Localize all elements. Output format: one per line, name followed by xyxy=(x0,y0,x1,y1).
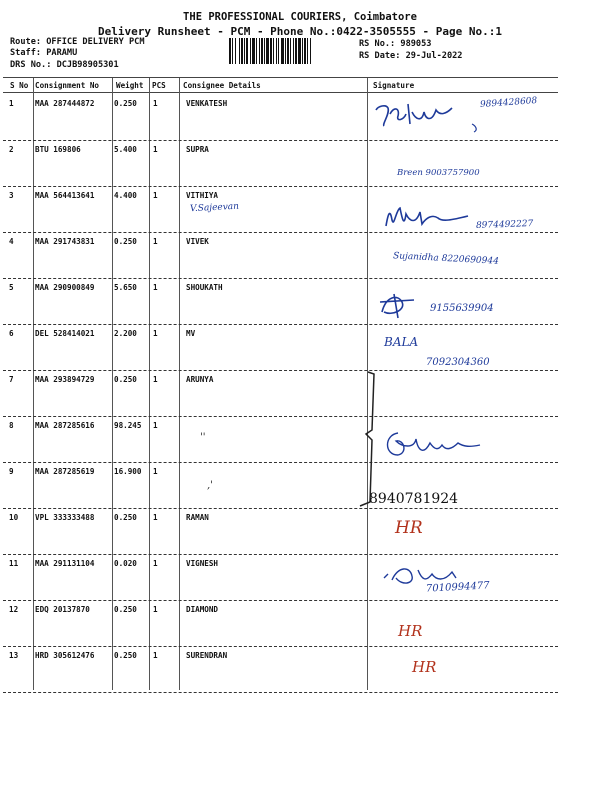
cell-sno: 5 xyxy=(9,283,14,292)
col-divider xyxy=(112,78,113,690)
cell-weight: 16.900 xyxy=(114,467,142,476)
barcode-image xyxy=(229,38,355,64)
row-separator xyxy=(3,370,558,371)
col-header-consignment: Consignment No xyxy=(35,81,100,90)
handwritten-phone: 8974492227 xyxy=(475,219,534,231)
row-separator xyxy=(3,554,558,555)
cell-consignment: MAA 287444872 xyxy=(35,99,95,108)
cell-weight: 0.250 xyxy=(114,651,137,660)
cell-consignee: RAMAN xyxy=(186,513,209,522)
cell-consignment: MAA 290900849 xyxy=(35,283,95,292)
cell-pcs: 1 xyxy=(153,329,158,338)
cell-sno: 8 xyxy=(9,421,14,430)
cell-consignee: VITHIYA xyxy=(186,191,219,200)
col-header-weight: Weight xyxy=(116,81,144,90)
handwritten-initials: HR xyxy=(412,658,437,676)
cell-consignee: ARUNYA xyxy=(186,375,214,384)
handwritten-phone: 8940781924 xyxy=(369,491,459,507)
row-separator xyxy=(3,646,558,647)
cell-sno: 7 xyxy=(9,375,14,384)
col-header-sno: S No xyxy=(10,81,29,90)
cell-sno: 10 xyxy=(9,513,19,522)
handwritten-phone: 7092304360 xyxy=(426,357,490,368)
cell-weight: 2.200 xyxy=(114,329,137,338)
cell-consignee: MV xyxy=(186,329,196,338)
row-separator xyxy=(3,600,558,601)
handwritten-initials: HR xyxy=(398,622,423,640)
col-header-consignee: Consignee Details xyxy=(183,81,261,90)
cell-sno: 9 xyxy=(9,467,14,476)
row-separator xyxy=(3,508,558,509)
signature-scribble xyxy=(382,200,472,234)
row-separator xyxy=(3,140,558,141)
cell-consignment: DEL 528414021 xyxy=(35,329,95,338)
ditto-mark: '' xyxy=(200,432,206,443)
drs-number: DRS No.: DCJB98905301 xyxy=(10,60,119,70)
row-separator xyxy=(3,324,558,325)
handwritten-phone: 7010994477 xyxy=(425,580,490,595)
cell-weight: 5.650 xyxy=(114,283,137,292)
ditto-mark: ,' xyxy=(207,480,213,491)
cell-consignee: VIVEK xyxy=(186,237,209,246)
table-top-border xyxy=(3,77,558,78)
cell-consignee: VENKATESH xyxy=(186,99,228,108)
handwritten-name: V.Sajeevan xyxy=(189,201,240,215)
cell-weight: 4.400 xyxy=(114,191,137,200)
cell-pcs: 1 xyxy=(153,651,158,660)
cell-consignment: EDQ 20137870 xyxy=(35,605,90,614)
row-separator xyxy=(3,278,558,279)
handwritten-name-phone: Sujanidha 8220690944 xyxy=(392,251,500,267)
cell-weight: 0.020 xyxy=(114,559,137,568)
col-header-signature: Signature xyxy=(373,81,415,90)
handwritten-name-phone: Breen 9003757900 xyxy=(397,168,480,178)
row-separator xyxy=(3,416,558,417)
rs-date: RS Date: 29-Jul-2022 xyxy=(359,51,463,61)
col-divider xyxy=(33,78,34,690)
col-divider xyxy=(149,78,150,690)
cell-pcs: 1 xyxy=(153,467,158,476)
cell-sno: 13 xyxy=(9,651,19,660)
bracket-mark xyxy=(350,370,380,510)
cell-consignee: SHOUKATH xyxy=(186,283,223,292)
signature-scribble xyxy=(376,292,426,320)
table-header-border xyxy=(3,92,558,93)
cell-consignment: MAA 564413641 xyxy=(35,191,95,200)
cell-weight: 0.250 xyxy=(114,375,137,384)
cell-consignment: MAA 291743831 xyxy=(35,237,95,246)
col-header-pcs: PCS xyxy=(152,81,166,90)
cell-consignee: SURENDRAN xyxy=(186,651,228,660)
cell-pcs: 1 xyxy=(153,605,158,614)
cell-consignment: MAA 287285616 xyxy=(35,421,95,430)
handwritten-phone: 9155639904 xyxy=(430,303,494,314)
cell-pcs: 1 xyxy=(153,283,158,292)
rs-number: RS No.: 989053 xyxy=(359,39,432,49)
cell-pcs: 1 xyxy=(153,191,158,200)
cell-sno: 3 xyxy=(9,191,14,200)
cell-pcs: 1 xyxy=(153,99,158,108)
cell-pcs: 1 xyxy=(153,559,158,568)
row-separator xyxy=(3,692,558,693)
cell-consignee: DIAMOND xyxy=(186,605,219,614)
cell-sno: 11 xyxy=(9,559,19,568)
cell-pcs: 1 xyxy=(153,237,158,246)
cell-consignment: MAA 291131104 xyxy=(35,559,95,568)
cell-weight: 98.245 xyxy=(114,421,142,430)
row-separator xyxy=(3,186,558,187)
cell-consignee: VIGNESH xyxy=(186,559,219,568)
handwritten-initials: HR xyxy=(395,518,423,538)
cell-pcs: 1 xyxy=(153,421,158,430)
cell-sno: 1 xyxy=(9,99,14,108)
cell-consignment: BTU 169806 xyxy=(35,145,81,154)
signature-scribble xyxy=(372,96,482,136)
cell-consignee: SUPRA xyxy=(186,145,209,154)
col-divider xyxy=(179,78,180,690)
runsheet-title: Delivery Runsheet - PCM - Phone No.:0422-3505555 - Page No.:1 xyxy=(98,25,502,38)
staff-label: Staff: PARAMU xyxy=(10,48,78,58)
handwritten-phone: 9894428608 xyxy=(479,96,538,110)
cell-weight: 5.400 xyxy=(114,145,137,154)
handwritten-name: BALA xyxy=(384,335,419,349)
cell-sno: 4 xyxy=(9,237,14,246)
cell-weight: 0.250 xyxy=(114,605,137,614)
cell-sno: 6 xyxy=(9,329,14,338)
cell-pcs: 1 xyxy=(153,513,158,522)
signature-scribble xyxy=(380,425,490,465)
route-label: Route: OFFICE DELIVERY PCM xyxy=(10,37,145,47)
cell-weight: 0.250 xyxy=(114,99,137,108)
cell-sno: 12 xyxy=(9,605,19,614)
cell-sno: 2 xyxy=(9,145,14,154)
cell-consignment: MAA 293894729 xyxy=(35,375,95,384)
cell-weight: 0.250 xyxy=(114,237,137,246)
cell-consignment: HRD 305612476 xyxy=(35,651,95,660)
cell-pcs: 1 xyxy=(153,145,158,154)
company-title: THE PROFESSIONAL COURIERS, Coimbatore xyxy=(183,11,417,23)
cell-consignment: VPL 333333488 xyxy=(35,513,95,522)
cell-weight: 0.250 xyxy=(114,513,137,522)
row-separator xyxy=(3,232,558,233)
cell-pcs: 1 xyxy=(153,375,158,384)
cell-consignment: MAA 287285619 xyxy=(35,467,95,476)
